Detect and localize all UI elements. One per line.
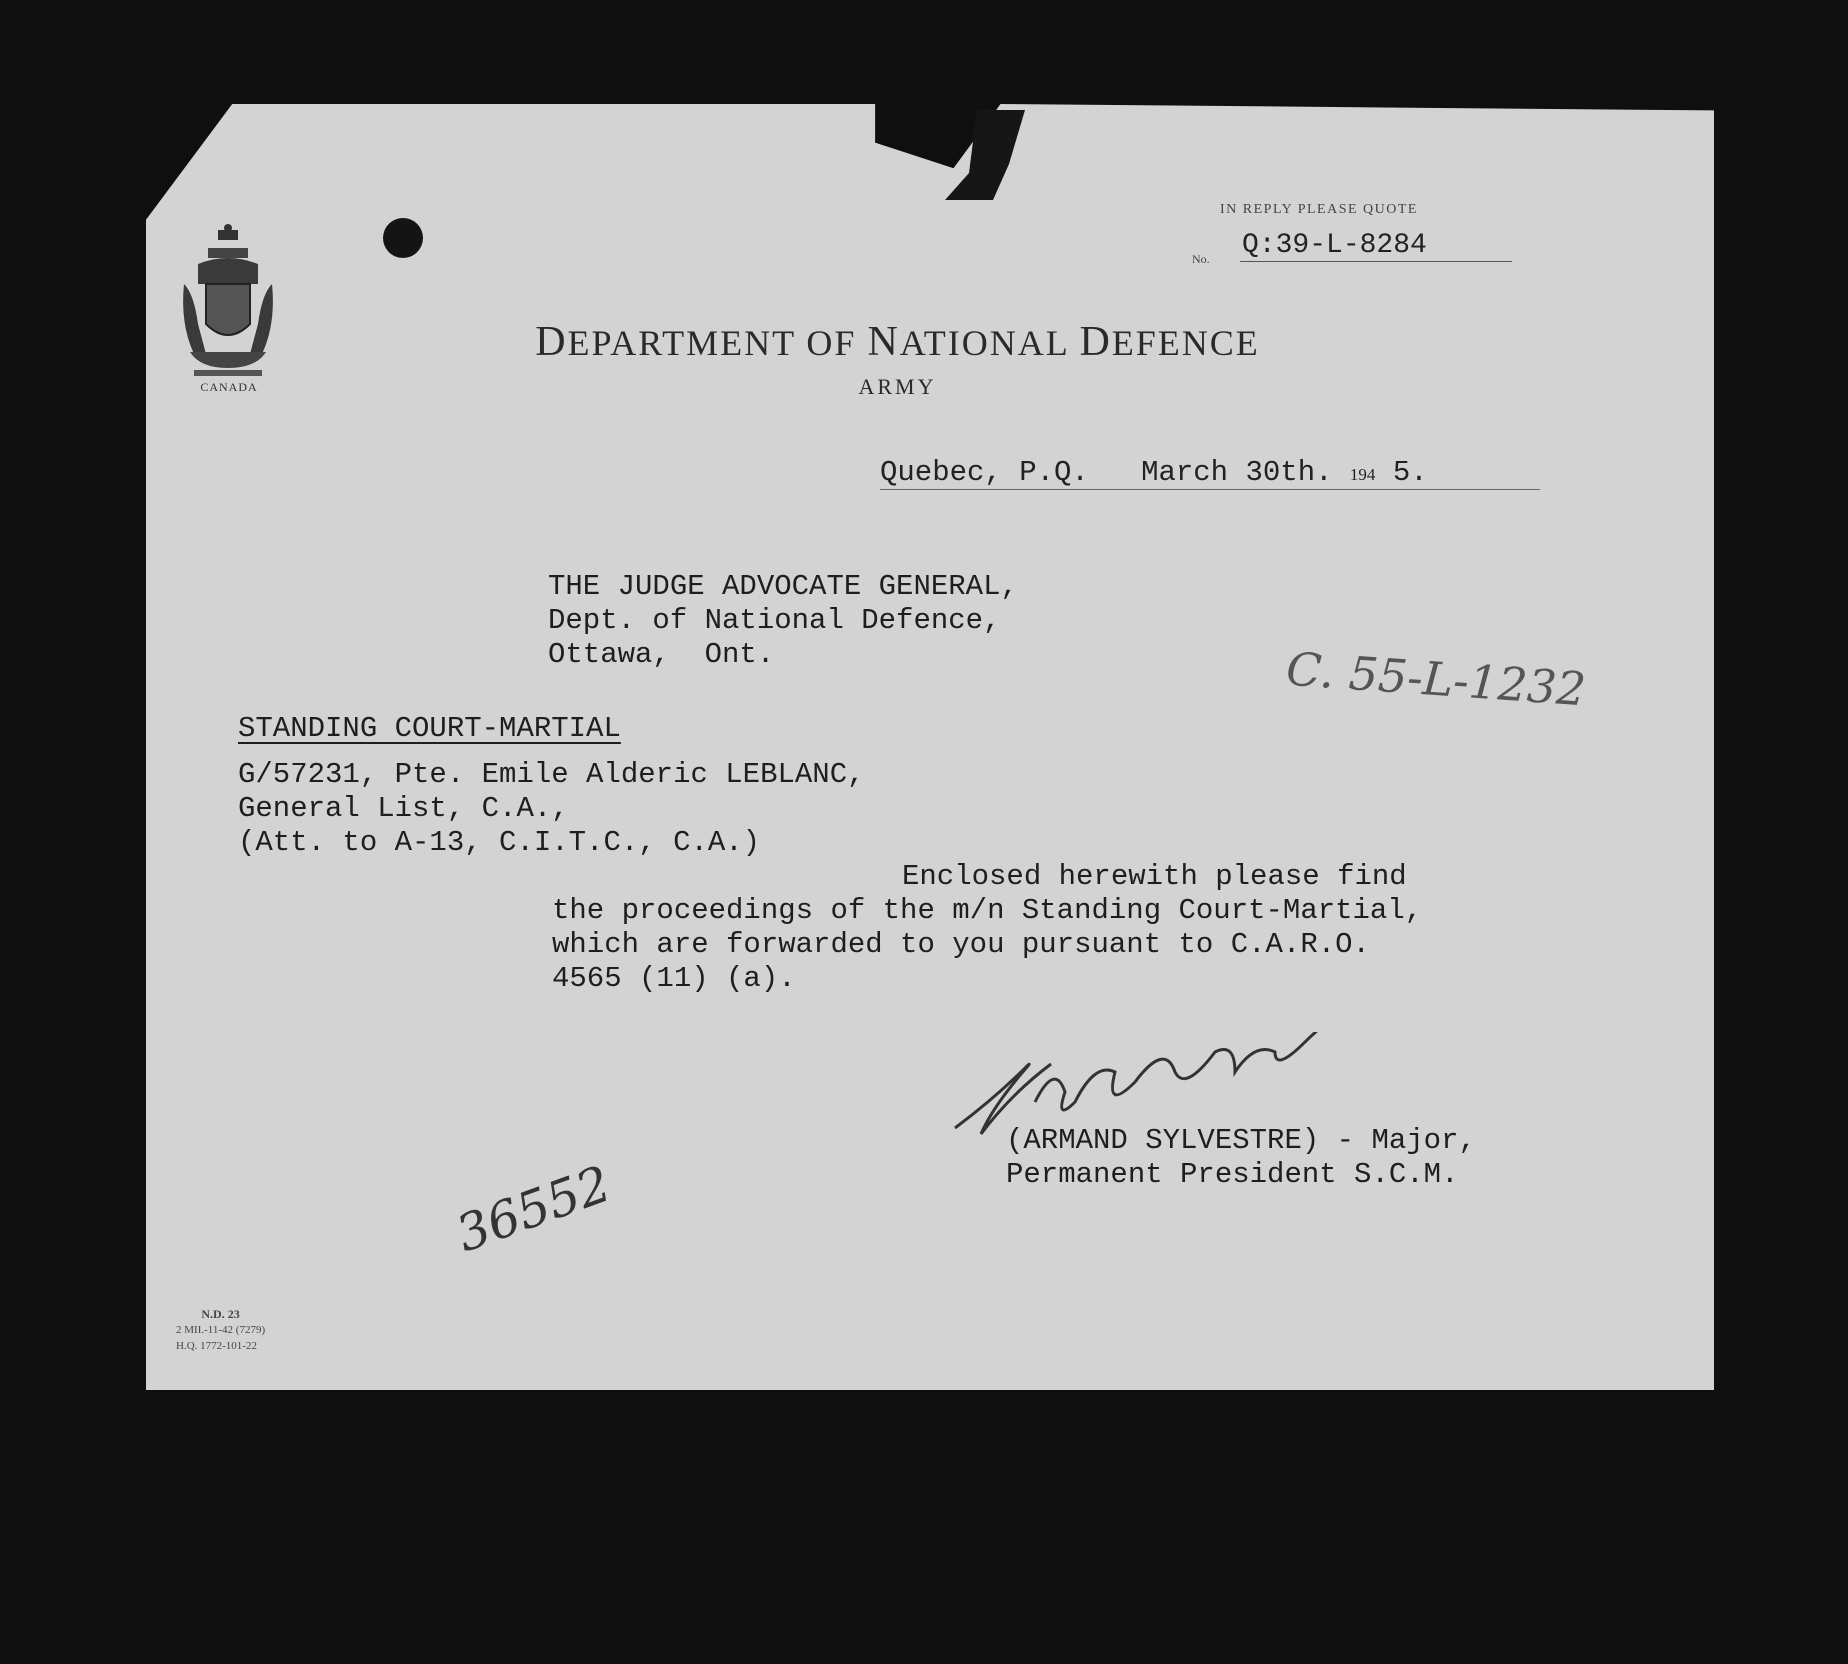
department-initial: N [867,319,900,365]
addressee-line: Dept. of National Defence, [548,604,1001,637]
body-line: which are forwarded to you pursuant to C.A.R.O. [552,928,1370,961]
reference-number-label: No. [1192,252,1210,266]
date-year-prefix: 194 [1349,465,1376,484]
handwritten-number: 36552 [448,1154,619,1264]
signer-title: Permanent President S.C.M. [1006,1158,1459,1191]
addressee-line: Ottawa, Ont. [548,638,775,671]
department-initial: D [1079,319,1112,365]
subject-heading: STANDING COURT-MARTIAL [238,712,621,745]
form-code-line: H.Q. 1772-101-22 [176,1340,257,1352]
body-line: 4565 (11) (a). [552,962,796,995]
date-place: Quebec, P.Q. [880,456,1089,489]
addressee-line: THE JUDGE ADVOCATE GENERAL, [548,570,1018,603]
reference-number: Q:39-L-8284 [1240,230,1512,262]
soldier-block [238,758,865,860]
body-text [552,894,1422,996]
crest-label: CANADA [200,380,258,394]
coat-of-arms-icon [180,224,276,384]
branch-heading: ARMY [858,374,937,399]
signer-name: (ARMAND SYLVESTRE) - Major, [1006,1124,1476,1157]
date-day: March 30th. [1141,456,1333,489]
punch-hole [383,218,423,258]
department-word: EFENCE [1111,323,1260,363]
reply-quote-label: IN REPLY PLEASE QUOTE [1220,202,1418,217]
department-word: ATIONAL [899,323,1080,363]
handwritten-file-reference: C. 55-L-1232 [1284,641,1588,717]
addressee-block [548,570,1018,672]
soldier-line: (Att. to A-13, C.I.T.C., C.A.) [238,826,761,859]
letter-paper [146,104,1714,1390]
department-heading [430,318,1365,366]
department-initial: D [535,319,568,365]
department-word: EPARTMENT OF [567,323,868,363]
soldier-line: General List, C.A., [238,792,569,825]
form-code [176,1306,265,1354]
date-year-suffix: 5. [1392,456,1428,489]
body-line: the proceedings of the m/n Standing Court-Martial, [552,894,1423,927]
signature-block [1006,1124,1476,1192]
form-code-line: N.D. 23 [201,1307,240,1321]
soldier-line: G/57231, Pte. Emile Alderic LEBLANC, [238,758,865,791]
form-code-line: 2 MII.-11-42 (7279) [176,1324,266,1336]
body-first-line: Enclosed herewith please find [902,860,1407,893]
dateline [880,456,1540,490]
